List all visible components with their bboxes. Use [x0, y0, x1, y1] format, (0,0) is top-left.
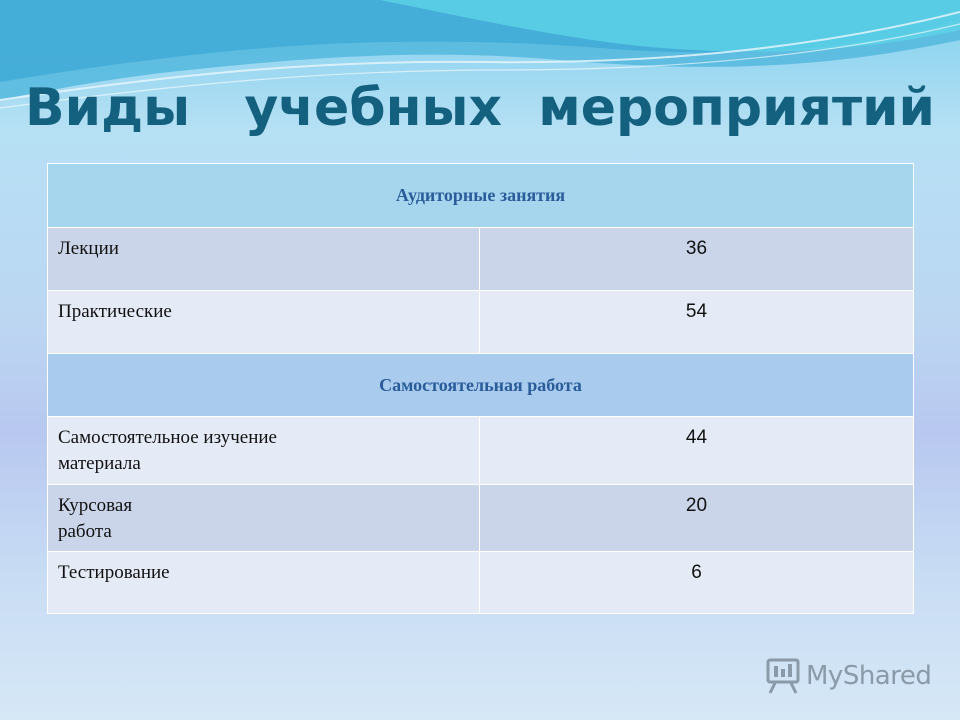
- row-label-line: Курсовая: [58, 495, 133, 516]
- watermark-text: MyShared: [806, 661, 932, 691]
- row-label: Лекции: [48, 228, 480, 291]
- row-label-line: материала: [58, 453, 141, 474]
- row-label: [48, 485, 480, 552]
- watermark-logo[interactable]: [766, 656, 936, 696]
- section-header-row: [48, 164, 914, 228]
- table-row: [48, 228, 914, 291]
- row-label: Практические: [48, 291, 480, 354]
- table-row: [48, 291, 914, 354]
- page-title: Виды учебных мероприятий: [25, 78, 935, 138]
- section-heading: Аудиторные занятия: [48, 164, 914, 228]
- section-header-row: [48, 354, 914, 417]
- table-row: [48, 417, 914, 485]
- table-row: [48, 552, 914, 614]
- table-row: [48, 485, 914, 552]
- row-label: Тестирование: [48, 552, 480, 614]
- row-label: [48, 417, 480, 485]
- presentation-board-icon: [766, 657, 800, 695]
- activities-table: [47, 163, 914, 614]
- row-value: 36: [480, 228, 914, 291]
- row-value: 44: [480, 417, 914, 485]
- row-label-line: Самостоятельное изучение: [58, 427, 277, 448]
- row-value: 20: [480, 485, 914, 552]
- row-label-line: работа: [58, 521, 112, 542]
- section-heading: Самостоятельная работа: [48, 354, 914, 417]
- row-value: 6: [480, 552, 914, 614]
- row-value: 54: [480, 291, 914, 354]
